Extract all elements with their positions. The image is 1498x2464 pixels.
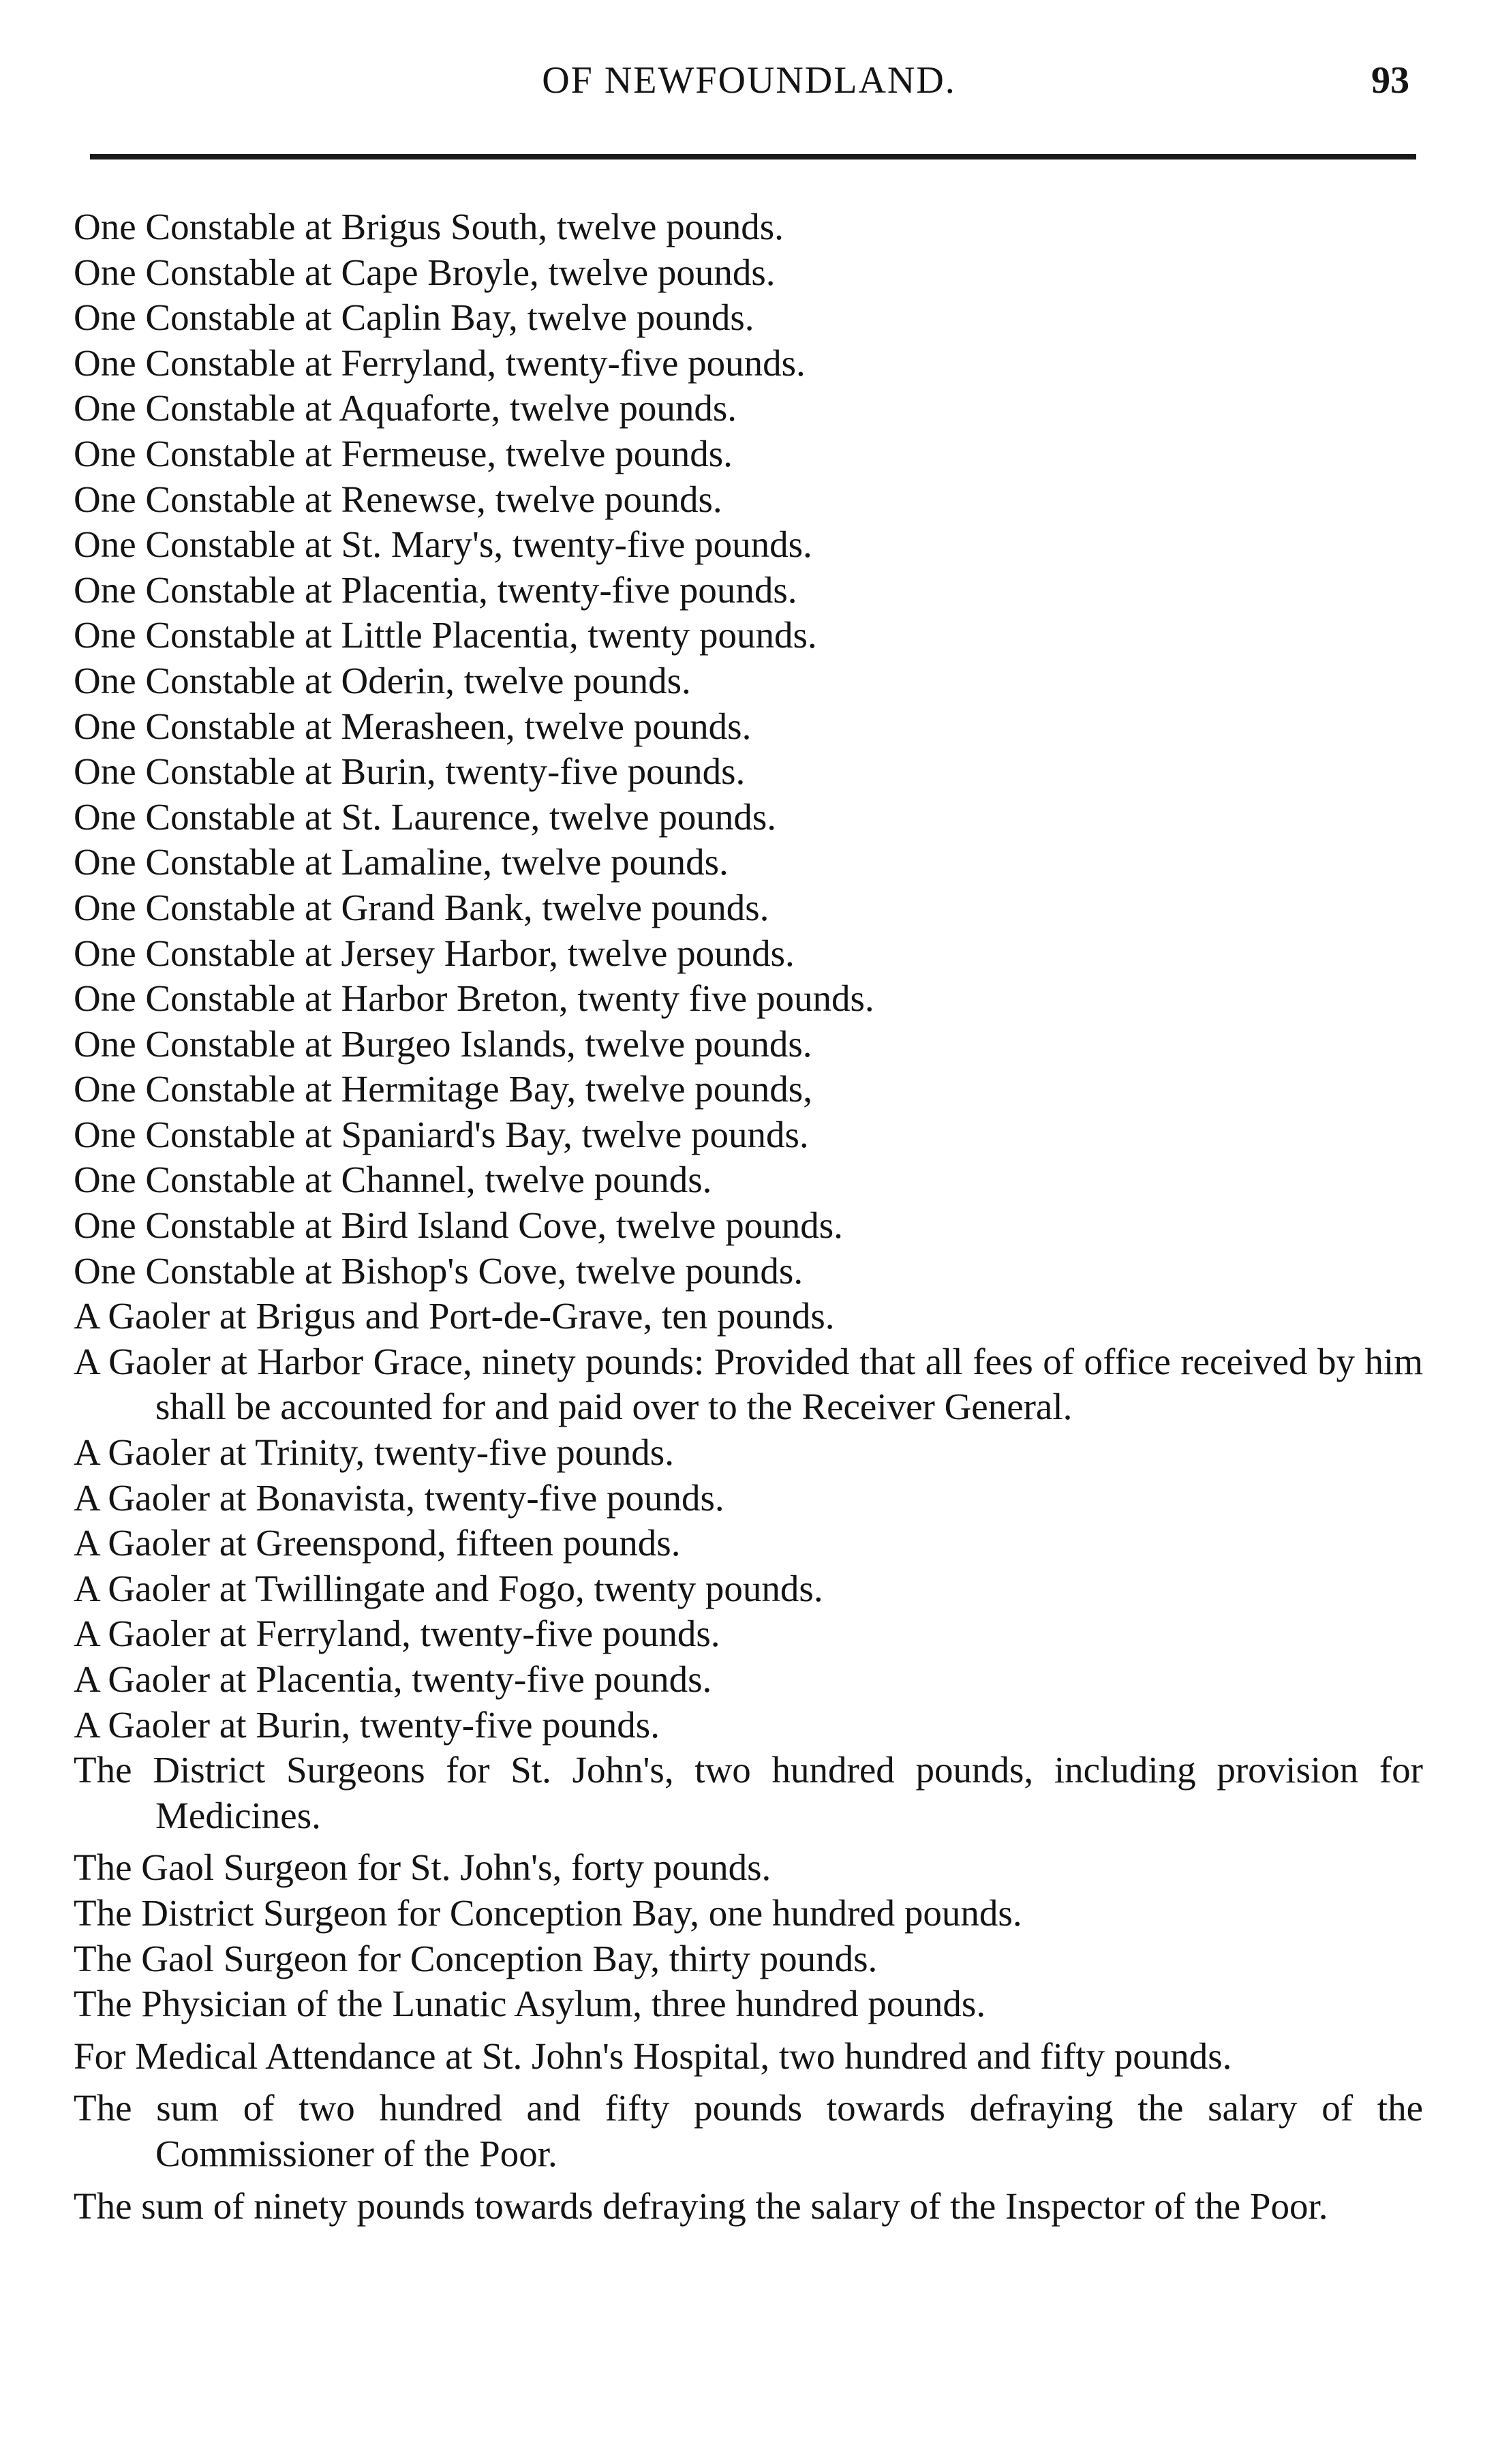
list-item: One Constable at Cape Broyle, twelve pounds. bbox=[74, 251, 776, 293]
list-item: A Gaoler at Bonavista, twenty-five pounds. bbox=[74, 1476, 724, 1519]
list-item: One Constable at Ferryland, twenty-five pounds. bbox=[74, 341, 806, 384]
list-item: One Constable at Brigus South, twelve pounds. bbox=[74, 206, 784, 247]
header-rule bbox=[90, 154, 1416, 159]
list-item: One Constable at Aquaforte, twelve pounds. bbox=[74, 387, 737, 429]
list-item: One Constable at Grand Bank, twelve pounds. bbox=[74, 886, 769, 928]
list-item: One Constable at St. Laurence, twelve pounds. bbox=[74, 795, 776, 838]
list-item: A Gaoler at Brigus and Port-de-Grave, ten pounds. bbox=[74, 1295, 835, 1337]
appropriation-list bbox=[74, 204, 1423, 2229]
list-item: One Constable at Placentia, twenty-five pounds. bbox=[74, 568, 797, 611]
running-title: OF NEWFOUNDLAND. bbox=[542, 59, 956, 102]
list-item: One Constable at Hermitage Bay, twelve pounds, bbox=[74, 1068, 812, 1110]
list-item: A Gaoler at Placentia, twenty-five pounds. bbox=[74, 1658, 712, 1700]
list-item: One Constable at Fermeuse, twelve pounds. bbox=[74, 432, 733, 474]
list-item: The sum of two hundred and fifty pounds towards defraying the salary of the Commissioner of the Poor. bbox=[74, 2087, 1423, 2174]
list-item: One Constable at Caplin Bay, twelve pounds. bbox=[74, 296, 754, 339]
list-item: One Constable at Merasheen, twelve pounds. bbox=[74, 705, 752, 747]
list-item: A Gaoler at Trinity, twenty-five pounds. bbox=[74, 1431, 674, 1474]
running-head bbox=[0, 53, 1498, 108]
list-item: One Constable at Lamaline, twelve pounds. bbox=[74, 841, 729, 883]
list-item: The District Surgeon for Conception Bay, one hundred pounds. bbox=[74, 1891, 1022, 1934]
list-item: One Constable at Renewse, twelve pounds. bbox=[74, 478, 722, 520]
list-item: One Constable at Harbor Breton, twenty five pounds. bbox=[74, 977, 874, 1020]
list-item: For Medical Attendance at St. John's Hospital, two hundred and fifty pounds. bbox=[74, 2035, 1232, 2077]
list-item: The Gaol Surgeon for Conception Bay, thirty pounds. bbox=[74, 1937, 878, 1979]
list-item: One Constable at Bird Island Cove, twelve pounds. bbox=[74, 1204, 843, 1247]
list-item: One Constable at St. Mary's, twenty-five pounds. bbox=[74, 523, 812, 566]
list-item: One Constable at Jersey Harbor, twelve pounds. bbox=[74, 932, 795, 974]
list-item: One Constable at Burin, twenty-five pounds. bbox=[74, 750, 746, 793]
list-item: One Constable at Burgeo Islands, twelve pounds. bbox=[74, 1022, 812, 1065]
list-item: A Gaoler at Burin, twenty-five pounds. bbox=[74, 1703, 660, 1746]
list-item: A Gaoler at Twillingate and Fogo, twenty pounds. bbox=[74, 1567, 823, 1609]
list-item: The Gaol Surgeon for St. John's, forty pounds. bbox=[74, 1846, 771, 1889]
list-item: One Constable at Oderin, twelve pounds. bbox=[74, 659, 691, 701]
list-item: One Constable at Bishop's Cove, twelve pounds. bbox=[74, 1249, 804, 1292]
list-item: A Gaoler at Ferryland, twenty-five pounds. bbox=[74, 1613, 720, 1655]
list-item: One Constable at Spaniard's Bay, twelve pounds. bbox=[74, 1113, 809, 1155]
list-item: The Physician of the Lunatic Asylum, three hundred pounds. bbox=[74, 1983, 986, 2025]
list-item: One Constable at Channel, twelve pounds. bbox=[74, 1159, 712, 1201]
list-item: The District Surgeons for St. John's, two hundred pounds, including provision for Medicines. bbox=[74, 1749, 1423, 1836]
list-item: One Constable at Little Placentia, twenty pounds. bbox=[74, 614, 817, 656]
list-item: A Gaoler at Greenspond, fifteen pounds. bbox=[74, 1522, 681, 1564]
page-number: 93 bbox=[1371, 59, 1409, 102]
list-item: The sum of ninety pounds towards defraying the salary of the Inspector of the Poor. bbox=[74, 2185, 1328, 2227]
list-item: A Gaoler at Harbor Grace, ninety pounds: Provided that all fees of office received by him shall be accounted for and paid over to the Receiver General. bbox=[74, 1340, 1423, 1428]
